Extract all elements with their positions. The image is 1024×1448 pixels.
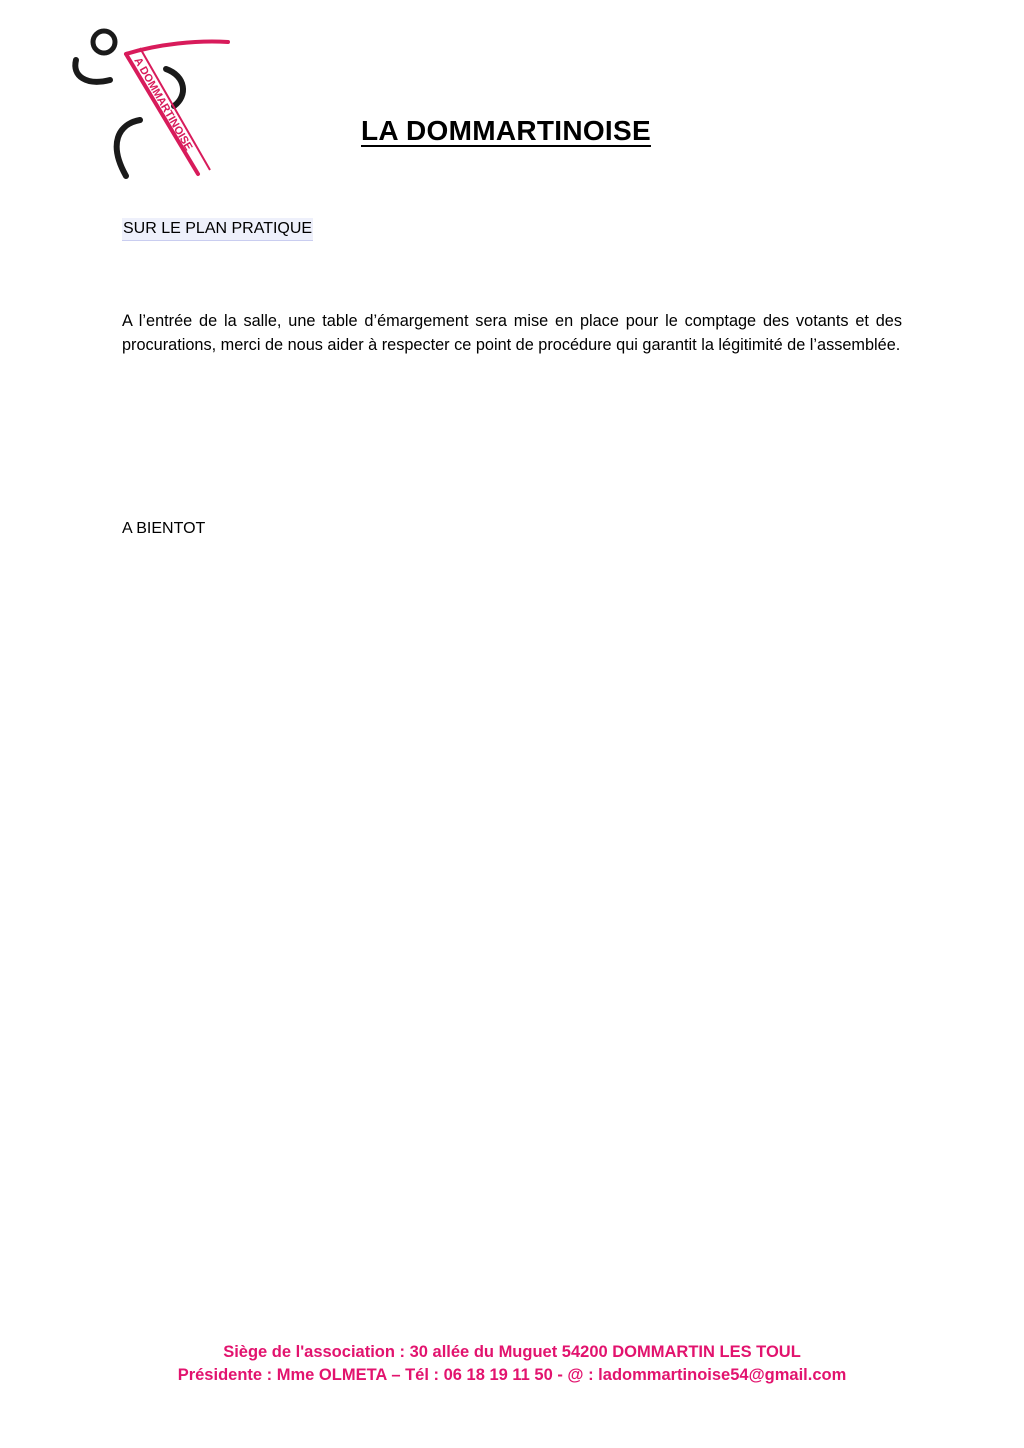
footer-address: Siège de l'association : 30 allée du Muguet 54200 DOMMARTIN LES TOUL	[223, 1343, 801, 1361]
runner-logo-icon	[68, 24, 238, 189]
svg-text:A DOMMARTINOISE: A DOMMARTINOISE	[131, 55, 195, 153]
footer	[0, 1341, 1024, 1387]
closing-text: A BIENTOT	[122, 520, 206, 537]
section-heading: SUR LE PLAN PRATIQUE	[122, 218, 313, 241]
page-title: LA DOMMARTINOISE	[361, 115, 651, 146]
body-paragraph: A l’entrée de la salle, une table d’émargement sera mise en place pour le comptage des votants et des procurations, merci de nous aider à respecter ce point de procédure qui garantit la légitimité de l’assemblée.	[122, 312, 902, 354]
footer-contact: Présidente : Mme OLMETA – Tél : 06 18 19 11 50 - @ : ladommartinoise54@gmail.com	[177, 1366, 847, 1384]
